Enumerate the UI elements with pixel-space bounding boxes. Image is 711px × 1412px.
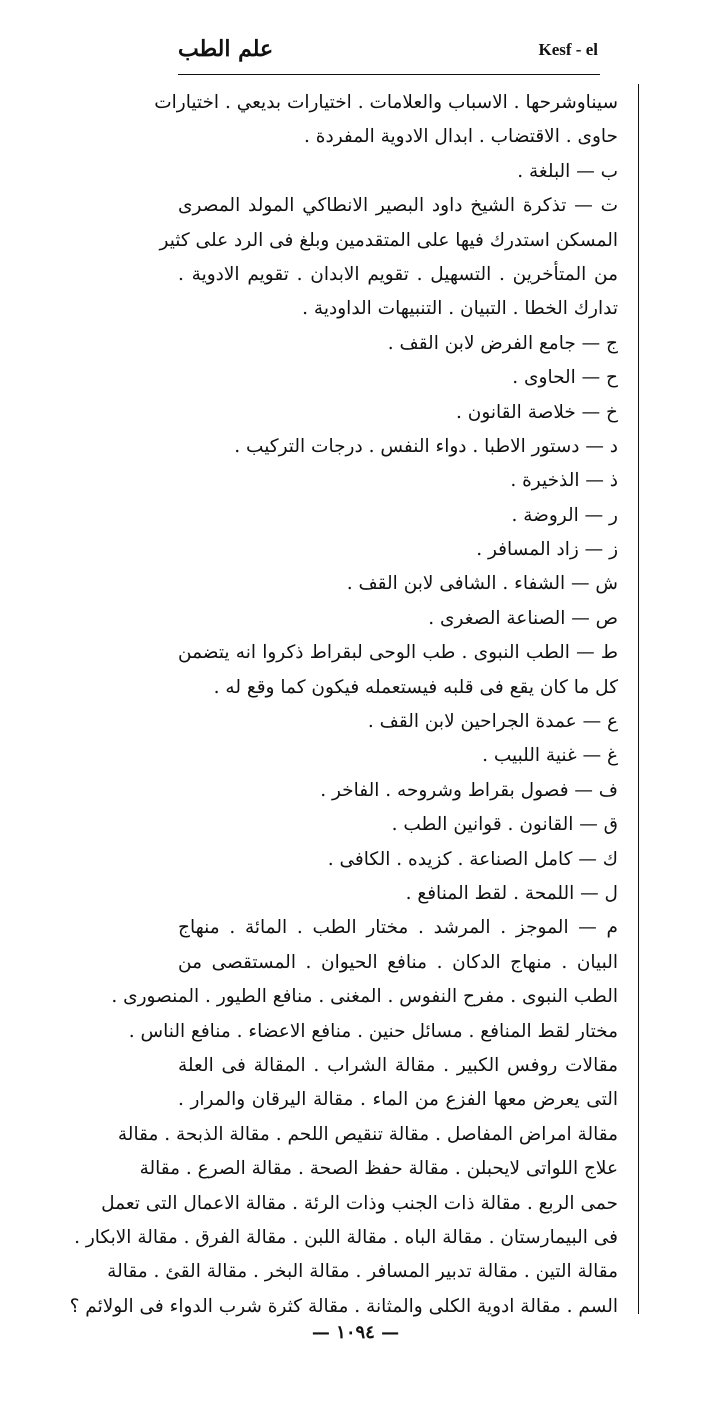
text-line: ذ — الذخيرة . [510,470,618,492]
text-line: تدارك الخطا . التبيان . التنبيهات الداودية . [302,298,618,320]
text-line: ك — كامل الصناعة . كزيده . الكافى . [327,848,618,870]
text-line: الطب النبوى . مفرح النفوس . المغنى . منافع الطيور . المنصورى . [111,986,618,1008]
text-line: سيناوشرحها . الاسباب والعلامات . اختيارات بديعي . اختيارات [154,92,618,113]
text-line: ع — عمدة الجراحين لابن القف . [367,711,618,733]
page-number: — ١٠٩٤ — [311,1322,400,1343]
text-line: حاوى . الاقتضاب . ابدال الادوية المفردة . [304,126,618,148]
text-line: ر — الروضة . [511,504,618,526]
text-line: مقالات روفس الكبير . مقالة الشراب . المقالة فى العلة [178,1054,618,1076]
text-line: ط — الطب النبوى . طب الوحى لبقراط ذكروا انه يتضمن [178,642,618,664]
text-line: مقالة التين . مقالة تدبير المسافر . مقالة البخر . مقالة القئ . مقالة [107,1261,618,1283]
text-line: د — دستور الاطبا . دواء النفس . درجات التركيب . [234,435,618,457]
text-line: ب — البلغة . [517,160,618,182]
text-line: خ — خلاصة القانون . [455,401,618,423]
text-line: كل ما كان يقع فى قلبه فيستعمله فيكون كما وقع له . [213,676,618,698]
text-line: ت — تذكرة الشيخ داود البصير الانطاكي المولد المصرى [178,195,618,217]
text-line: ف — فصول بقراط وشروحه . الفاخر . [320,779,618,801]
text-line: ق — القانون . قوانين الطب . [391,814,618,836]
text-line: البيان . منهاج الدكان . منافع الحيوان . المستقصى من [178,951,618,973]
text-line: علاج اللواتى لايحبلن . مقالة حفظ الصحة . مقالة الصرع . مقالة [139,1158,618,1180]
text-line: فى البيمارستان . مقالة الباه . مقالة اللبن . مقالة الفرق . مقالة الابكار . [74,1226,618,1248]
text-line: السم . مقالة ادوية الكلى والمثانة . مقالة كثرة شرب الدواء فى الولائم ؟ [69,1295,618,1317]
header-title: علم الطب [178,36,274,62]
text-line: ز — زاد المسافر . [476,539,618,561]
text-line: ح — الحاوى . [512,367,618,389]
text-line: ج — جامع الفرض لابن القف . [387,332,618,354]
header-latin-title: Kesf - el [538,40,598,59]
text-line: ل — اللمحة . لقط المنافع . [405,882,618,904]
text-line: من المتأخرين . التسهيل . تقويم الابدان . تقويم الادوية . [178,263,618,285]
text-line: مقالة امراض المفاصل . مقالة تنقيص اللحم . مقالة الذبحة . مقالة [117,1123,618,1145]
text-line: المسكن استدرك فيها على المتقدمين وبلغ فى الرد على كثير [159,229,618,251]
text-line: م — الموجز . المرشد . مختار الطب . المائة . منهاج [178,917,618,939]
body-text [69,86,618,1324]
text-line: غ — غنية اللبيب . [482,745,618,767]
text-line: ش — الشفاء . الشافى لابن القف . [346,573,618,595]
text-line: حمى الربع . مقالة ذات الجنب وذات الرئة . مقالة الاعمال التى تعمل [101,1192,618,1214]
header-rule [178,74,600,75]
text-line: ص — الصناعة الصغرى . [428,607,618,629]
margin-rule [638,84,639,1314]
page-header [178,32,598,72]
text-line: مختار لقط المنافع . مسائل حنين . منافع الاعضاء . منافع الناس . [128,1020,618,1042]
text-line: التى يعرض معها الفزع من الماء . مقالة اليرقان والمرار . [178,1089,618,1111]
